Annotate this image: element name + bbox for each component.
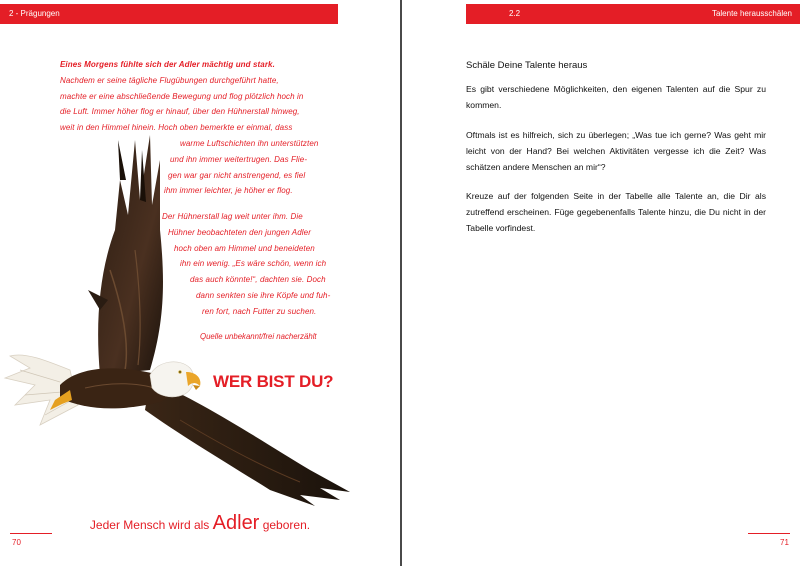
paragraph: Es gibt verschiedene Möglichkeiten, den eigenen Talenten auf die Spur zu kommen. <box>466 84 766 111</box>
story-line: Der Hühnerstall lag weit unter ihm. Die <box>162 212 303 221</box>
motto <box>0 512 400 535</box>
page-title: Schäle Deine Talente heraus <box>466 60 588 71</box>
story-line: das auch könnte!“, dachten sie. Doch <box>190 275 326 285</box>
story-line: die Luft. Immer höher flog er hinauf, über den Hühnerstall hinweg, <box>60 107 300 117</box>
section-number: 2.2 <box>509 9 521 18</box>
eagle-head <box>150 362 200 397</box>
paragraph: Oftmals ist es hilfreich, sich zu überlegen; „Was tue ich gerne? Was geht mir leicht von der Hand? Bei welchen Aktivitäten vergesse ich die Zeit? Was schätzen andere Menschen an mir“? <box>466 130 766 173</box>
left-header-bar <box>0 4 338 24</box>
paragraph: Kreuze auf der folgenden Seite in der Tabelle alle Talente an, die Dir als zutreffend erscheinen. Füge gegebenenfalls Talente hinzu, die Du nicht in der Tabelle vorfindest. <box>466 191 766 234</box>
story-line: ihn ein wenig. „Es wäre schön, wenn ich <box>180 259 327 269</box>
headline: WER BIST DU? <box>213 372 334 391</box>
story-source: Quelle unbekannt/frei nacherzählt <box>200 332 317 341</box>
motto-post: geboren. <box>262 518 311 532</box>
motto-pre: Jeder Mensch wird als <box>89 518 210 532</box>
story-line: dann senkten sie ihre Köpfe und fuh- <box>196 290 331 300</box>
story-line: machte er eine abschließende Bewegung und flog plötzlich hoch in <box>60 91 304 101</box>
story-line: Hühner beobachteten den jungen Adler <box>168 227 311 237</box>
right-header-bar <box>466 4 800 24</box>
page-number-rule <box>10 533 52 534</box>
story-block-1 <box>60 57 303 136</box>
story-line: Eines Morgens fühlte sich der Adler mächtig und stark. <box>60 60 275 69</box>
story-line: ihm immer leichter, je höher er flog. <box>164 186 293 196</box>
page-number-right: 71 <box>780 538 789 547</box>
story-line: und ihn immer weitertrugen. Das Flie- <box>170 154 308 164</box>
story-line: hoch oben am Himmel und beneideten <box>174 243 315 253</box>
upper-wing <box>88 135 163 375</box>
motto-big: Adler <box>212 512 260 534</box>
left-header-title: 2 - Prägungen <box>9 9 60 18</box>
story-line: warme Luftschichten ihn unterstützten <box>180 139 319 148</box>
page-number-rule <box>748 533 790 534</box>
story-line: gen war gar nicht anstrengend, es fiel <box>168 170 306 180</box>
page-number-left: 70 <box>12 538 21 547</box>
story-block-2 <box>164 136 318 199</box>
right-page <box>402 0 800 566</box>
story-block-3 <box>160 209 330 320</box>
section-title: Talente herausschälen <box>711 9 792 18</box>
story-line: ren fort, nach Futter zu suchen. <box>202 306 317 316</box>
lower-wing <box>145 380 350 506</box>
story-line: Nachdem er seine tägliche Flugübungen durchgeführt hatte, <box>60 75 279 85</box>
story-line: weit in den Himmel hinein. Hoch oben bemerkte er einmal, dass <box>60 123 293 133</box>
